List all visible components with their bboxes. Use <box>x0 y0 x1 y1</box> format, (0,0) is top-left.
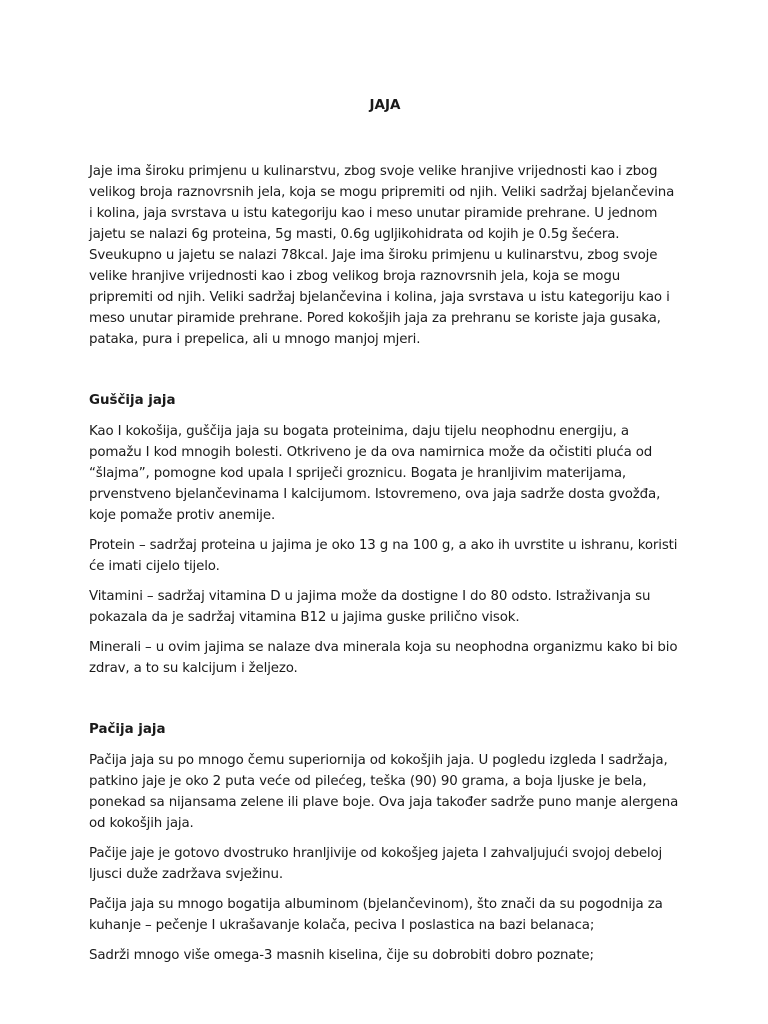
document-title: JAJA <box>369 97 401 113</box>
pacija-paragraph-4: Sadrži mnogo više omega-3 masnih kiselina, čije su dobrobiti dobro poznate; <box>89 948 594 963</box>
section-heading-pacija: Pačija jaja <box>89 722 166 737</box>
guscija-paragraph-1: Kao I kokošija, guščija jaja su bogata proteinima, daju tijelu neophodnu energiju, a pomažu I kod mnogih bolesti. Otkriveno je da ova namirnica može da očistiti pluća od “šlajma”, pomogne kod upala I spriječi groznicu. Bogata je hranljivim materijama, prvenstveno bjelančevinama I kalcijumom. Istovremeno, ova jaja sadrže dosta gvožđa, koje pomaže protiv anemije. <box>89 424 661 523</box>
pacija-paragraph-1: Pačija jaja su po mnogo čemu superiornija od kokošjih jaja. U pogledu izgleda I sadržaja, patkino jaje je oko 2 puta veće od pilećeg, teška (90) 90 grama, a boja ljuske je bela, ponekad sa nijansama zelene ili plave boje. Ova jaja također sadrže puno manje alergena od kokošjih jaja. <box>89 753 679 831</box>
pacija-paragraph-3: Pačija jaja su mnogo bogatija albuminom (bjelančevinom), što znači da su pogodnija za kuhanje – pečenje I ukrašavanje kolača, peciva I poslastica na bazi belanaca; <box>89 897 663 933</box>
intro-paragraph: Jaje ima široku primjenu u kulinarstvu, zbog svoje velike hranjive vrijednosti kao i zbog velikog broja raznovrsnih jela, koja se mogu pripremiti od njih. Veliki sadržaj bjelančevina i kolina, jaja svrstava u istu kategoriju kao i meso unutar piramide prehrane. U jednom jajetu se nalazi 6g proteina, 5g masti, 0.6g ugljikohidrata od kojih je 0.5g šećera. Sveukupno u jajetu se nalazi 78kcal. Jaje ima široku primjenu u kulinarstvu, zbog svoje velike hranjive vrijednosti kao i zbog velikog broja raznovrsnih jela, koja se mogu pripremiti od njih. Veliki sadržaj bjelančevina i kolina, jaja svrstava u istu kategoriju kao i meso unutar piramide prehrane. Pored kokošjih jaja za prehranu se koriste jaja gusaka, pataka, pura i prepelica, ali u mnogo manjoj mjeri. <box>89 164 675 347</box>
document-page <box>89 95 681 966</box>
section-heading-guscija: Guščija jaja <box>89 393 176 408</box>
guscija-paragraph-3: Vitamini – sadržaj vitamina D u jajima može da dostigne I do 80 odsto. Istraživanja su pokazala da je sadržaj vitamina B12 u jajima guske prilično visok. <box>89 589 651 625</box>
pacija-paragraph-2: Pačije jaje je gotovo dvostruko hranljivije od kokošjeg jajeta I zahvaljujući svojoj debeloj ljusci duže zadržava svježinu. <box>89 846 663 882</box>
guscija-paragraph-4: Minerali – u ovim jajima se nalaze dva minerala koja su neophodna organizmu kako bi bio zdrav, a to su kalcijum i željezo. <box>89 640 678 676</box>
guscija-paragraph-2: Protein – sadržaj proteina u jajima je oko 13 g na 100 g, a ako ih uvrstite u ishranu, koristi će imati cijelo tijelo. <box>89 538 678 574</box>
